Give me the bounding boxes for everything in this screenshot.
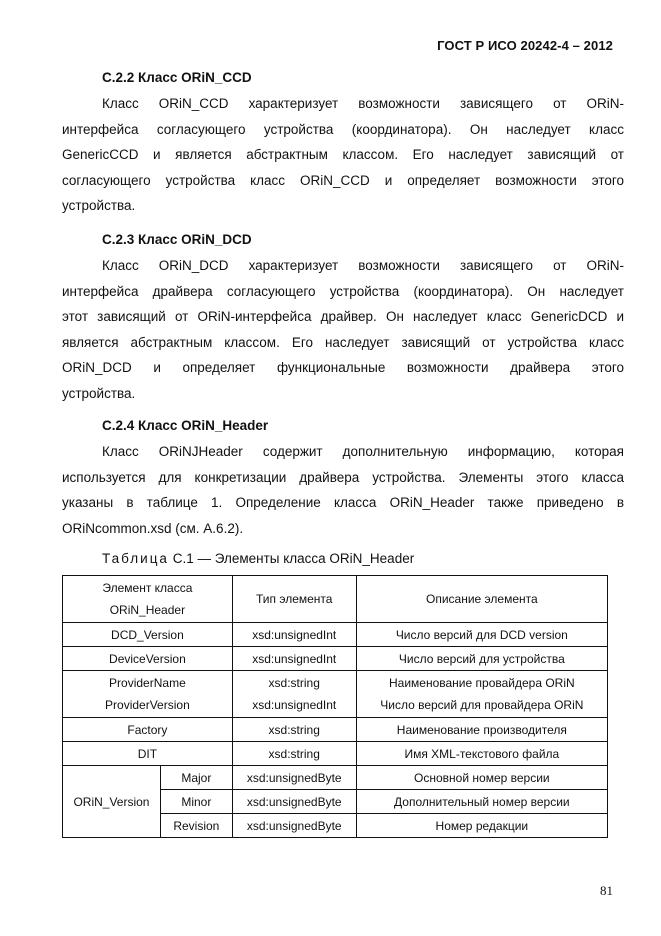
table-row (63, 742, 608, 766)
cell-desc: Наименование производителя (356, 718, 607, 742)
paragraph-line: устройства. (62, 385, 136, 401)
header-description: Описание элемента (356, 576, 607, 623)
paragraph-c22 (62, 91, 624, 219)
section-title-c22: C.2.2 Класс ORiN_CCD (102, 70, 252, 85)
paragraph-c23 (62, 253, 624, 406)
cell-type (232, 671, 356, 718)
cell-subname: Major (160, 766, 232, 790)
cell-type: xsd:unsignedByte (232, 814, 356, 838)
cell-desc (356, 671, 607, 718)
cell-desc: Номер редакции (356, 814, 607, 838)
cell-subname: Revision (160, 814, 232, 838)
cell-name-provider: ProviderName (109, 676, 186, 690)
cell-name: DIT (63, 742, 233, 766)
cell-type: xsd:unsignedInt (232, 623, 356, 647)
header-element-line2: ORiN_Header (109, 603, 186, 617)
table-row (63, 766, 608, 790)
paragraph-line: согласующего устройства класс ORiN_CCD и определяет возможности этого (62, 172, 624, 188)
cell-name (63, 671, 233, 718)
paragraph-c24 (62, 439, 624, 541)
header-type: Тип элемента (232, 576, 356, 623)
cell-name: Factory (63, 718, 233, 742)
paragraph-line: указаны в таблице 1. Определение класса ORiN_Header также приведено в (62, 495, 624, 510)
paragraph-line: ORiN_DCD и определяет функциональные возможности драйвера этого (62, 360, 624, 375)
table-row (63, 718, 608, 742)
cell-type-provider: xsd:string (268, 676, 320, 690)
cell-desc-provider: Наименование провайдера ORiN (389, 676, 575, 690)
orin-header-table (62, 575, 608, 838)
paragraph-line: устройства. (62, 198, 136, 213)
table-row (63, 647, 608, 671)
paragraph-line: ORiNcommon.xsd (см. А.6.2). (62, 520, 244, 536)
cell-desc: Основной номер версии (356, 766, 607, 790)
cell-desc: Число версий для DCD version (356, 623, 607, 647)
section-title-c23: C.2.3 Класс ORiN_DCD (102, 232, 252, 247)
header-element (63, 576, 233, 623)
page-number: 81 (600, 883, 613, 898)
cell-desc: Число версий для устройства (356, 647, 607, 671)
cell-name: DeviceVersion (63, 647, 233, 671)
cell-name: DCD_Version (63, 623, 233, 647)
table-caption (102, 551, 414, 566)
cell-type: xsd:string (232, 718, 356, 742)
table-caption-label: Таблица (102, 551, 169, 566)
cell-type: xsd:unsignedByte (232, 790, 356, 814)
cell-desc: Дополнительный номер версии (356, 790, 607, 814)
cell-type: xsd:unsignedByte (232, 766, 356, 790)
cell-type: xsd:unsignedInt (232, 647, 356, 671)
paragraph-line: используется для конкретизации драйвера устройства. Элементы этого класса (62, 469, 624, 485)
paragraph-line: интерфейса согласующего устройства (координатора). Он наследует класс (62, 121, 624, 137)
cell-type: xsd:string (232, 742, 356, 766)
table-row (63, 671, 608, 718)
cell-group-orin-version: ORiN_Version (63, 766, 161, 838)
document-header: ГОСТ Р ИСО 20242-4 – 2012 (437, 38, 613, 53)
paragraph-line: Класс ORiN_DCD характеризует возможности зависящего от ORiN- (102, 258, 624, 273)
paragraph-line: этот зависящий от ORiN-интерфейса драйвер. Он наследует класс GenericDCD и (62, 309, 624, 324)
cell-type-provider-version: xsd:unsignedInt (252, 698, 337, 712)
cell-desc-provider-version: Число версий для провайдера ORiN (380, 698, 584, 712)
header-element-line1: Элемент класса (102, 581, 193, 595)
table-header-row (63, 576, 608, 623)
paragraph-line: является абстрактным классом. Его наследует зависящий от устройства класс (62, 334, 624, 350)
cell-desc: Имя XML-текстового файла (356, 742, 607, 766)
paragraph-line: Класс ORiNJHeader содержит дополнительную информацию, которая (102, 444, 624, 459)
paragraph-line: Класс ORiN_CCD характеризует возможности зависящего от ORiN- (102, 96, 624, 111)
table-row (63, 623, 608, 647)
section-title-c24: C.2.4 Класс ORiN_Header (102, 418, 269, 433)
table-caption-text: С.1 — Элементы класса ORiN_Header (168, 551, 415, 566)
cell-name-provider-version: ProviderVersion (105, 698, 190, 712)
cell-subname: Minor (160, 790, 232, 814)
paragraph-line: GenericCCD и является абстрактным классом. Его наследует зависящий от (62, 147, 624, 162)
paragraph-line: интерфейса драйвера согласующего устройства (координатора). Он наследует (62, 283, 624, 299)
